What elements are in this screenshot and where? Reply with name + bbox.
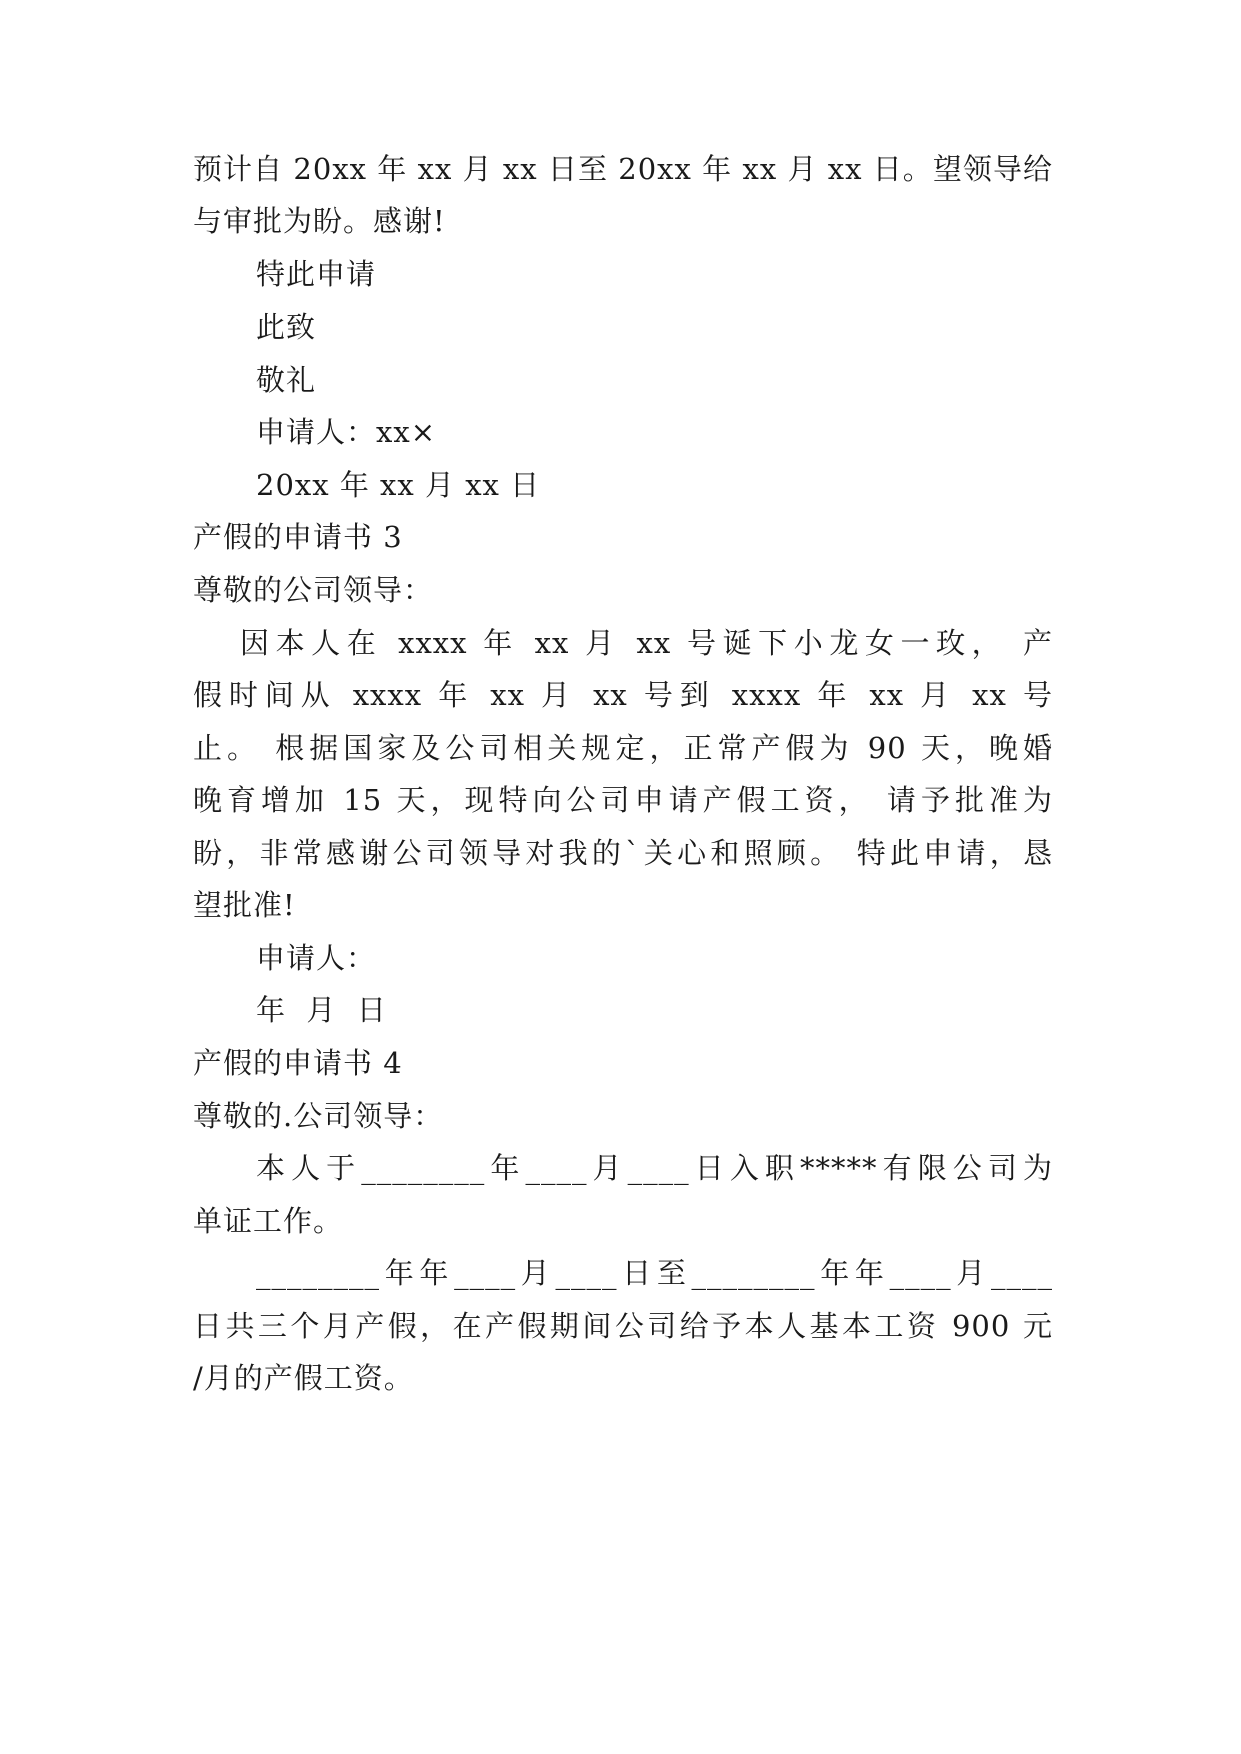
closing-respect-1: 此致 [256, 310, 317, 344]
closing-special-request: 特此申请 [256, 257, 377, 291]
paragraph-line: 日共三个月产假，在产假期间公司给予本人基本工资 900 元 [193, 1309, 1053, 1343]
salutation: 尊敬的.公司领导： [193, 1099, 444, 1133]
paragraph-line: 单证工作。 [193, 1204, 344, 1238]
section-title: 产假的申请书 4 [193, 1046, 403, 1080]
date-line: 年 月 日 [256, 993, 387, 1027]
applicant-line: 申请人：xx× [256, 415, 437, 449]
paragraph-line: 与审批为盼。感谢! [193, 204, 446, 238]
paragraph-line: 因本人在 xxxx 年 xx 月 xx 号诞下小龙女一玫， 产 [240, 626, 1053, 660]
paragraph-line: /月的产假工资。 [193, 1361, 414, 1395]
date-line: 20xx 年 xx 月 xx 日 [256, 468, 541, 502]
section-title: 产假的申请书 3 [193, 520, 403, 554]
paragraph-line: 假时间从 xxxx 年 xx 月 xx 号到 xxxx 年 xx 月 xx 号 [193, 678, 1053, 712]
paragraph-line: 盼，非常感谢公司领导对我的`关心和照顾。 特此申请，恳 [193, 836, 1053, 870]
paragraph-line: 望批准! [193, 888, 296, 922]
applicant-line: 申请人： [256, 941, 377, 975]
salutation: 尊敬的公司领导： [193, 573, 434, 607]
closing-respect-2: 敬礼 [256, 363, 317, 397]
paragraph-line: 止。 根据国家及公司相关规定，正常产假为 90 天，晚婚 [193, 731, 1053, 765]
paragraph-line: 本人于________年____月____日入职*****有限公司为 [256, 1151, 1053, 1185]
paragraph-line: ________年年____月____日至________年年____月____ [256, 1256, 1053, 1290]
paragraph-line: 晚育增加 15 天，现特向公司申请产假工资， 请予批准为 [193, 783, 1053, 817]
paragraph-line: 预计自 20xx 年 xx 月 xx 日至 20xx 年 xx 月 xx 日。望领导给 [193, 152, 1053, 186]
